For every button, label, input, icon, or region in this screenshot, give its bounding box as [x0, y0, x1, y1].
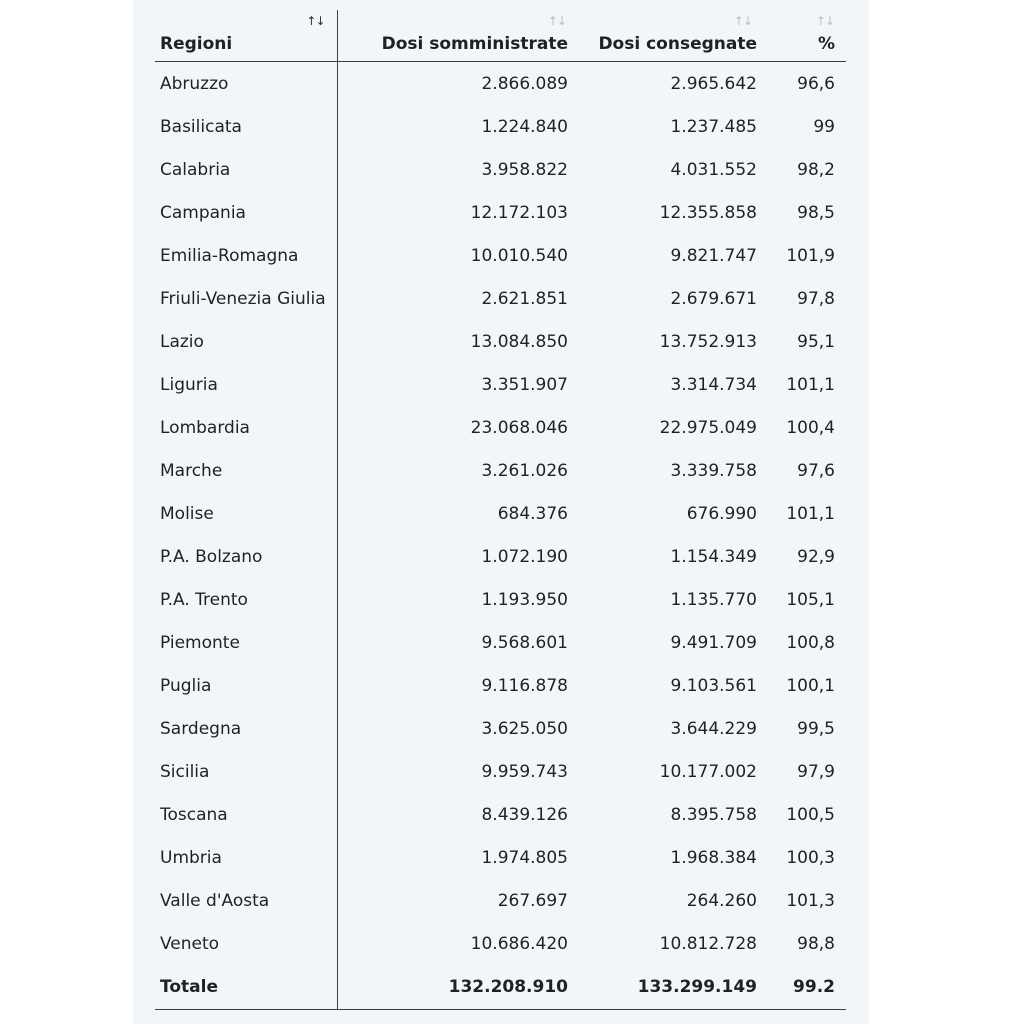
cell-region: Basilicata [155, 105, 337, 148]
cell-region: Friuli-Venezia Giulia [155, 277, 337, 320]
table-row [155, 492, 846, 535]
cell-dosi-consegnate: 676.990 [686, 503, 757, 524]
cell-dosi-somministrate: 12.172.103 [470, 202, 568, 223]
cell-dosi-consegnate: 10.812.728 [659, 933, 757, 954]
cell-region: Molise [155, 492, 337, 535]
column-header-dosi-somministrate[interactable] [337, 10, 568, 62]
cell-percent: 101,9 [786, 245, 835, 266]
total-label: Totale [155, 965, 337, 1010]
cell-dosi-somministrate: 3.958.822 [481, 159, 568, 180]
cell-region: Marche [155, 449, 337, 492]
cell-region: Umbria [155, 836, 337, 879]
cell-region: Campania [155, 191, 337, 234]
table-row [155, 234, 846, 277]
cell-dosi-consegnate: 8.395.758 [670, 804, 757, 825]
table-row [155, 105, 846, 148]
column-header-label: % [817, 34, 835, 54]
cell-region: Liguria [155, 363, 337, 406]
sort-arrows-icon[interactable]: ↑↓ [547, 14, 566, 28]
cell-dosi-consegnate: 2.679.671 [670, 288, 757, 309]
cell-percent: 101,3 [786, 890, 835, 911]
cell-region: Lazio [155, 320, 337, 363]
cell-dosi-somministrate: 9.568.601 [481, 632, 568, 653]
cell-dosi-consegnate: 9.491.709 [670, 632, 757, 653]
cell-percent: 98,2 [797, 159, 835, 180]
column-header-label: Dosi consegnate [598, 34, 757, 54]
cell-dosi-consegnate: 9.103.561 [670, 675, 757, 696]
cell-dosi-consegnate: 22.975.049 [659, 417, 757, 438]
table-row [155, 277, 846, 320]
cell-dosi-consegnate: 1.237.485 [670, 116, 757, 137]
table-body [155, 62, 846, 966]
cell-region: Sardegna [155, 707, 337, 750]
cell-region: Sicilia [155, 750, 337, 793]
cell-dosi-somministrate: 3.351.907 [481, 374, 568, 395]
cell-region: P.A. Trento [155, 578, 337, 621]
cell-region: Puglia [155, 664, 337, 707]
table-panel [133, 0, 869, 1024]
cell-percent: 95,1 [797, 331, 835, 352]
cell-percent: 101,1 [786, 374, 835, 395]
cell-region: Calabria [155, 148, 337, 191]
table-row [155, 707, 846, 750]
cell-percent: 97,8 [797, 288, 835, 309]
cell-dosi-somministrate: 23.068.046 [470, 417, 568, 438]
sort-arrows-icon[interactable]: ↑↓ [815, 14, 834, 28]
column-header-label: Dosi somministrate [381, 34, 568, 54]
cell-dosi-somministrate: 1.224.840 [481, 116, 568, 137]
sort-arrows-icon[interactable]: ↑↓ [733, 14, 752, 28]
cell-percent: 97,9 [797, 761, 835, 782]
table-header [155, 10, 846, 62]
table-row [155, 879, 846, 922]
cell-percent: 98,8 [797, 933, 835, 954]
cell-percent: 100,4 [786, 417, 835, 438]
cell-dosi-consegnate: 3.314.734 [670, 374, 757, 395]
table-row [155, 406, 846, 449]
header-row [155, 10, 846, 62]
cell-region: Piemonte [155, 621, 337, 664]
cell-percent: 101,1 [786, 503, 835, 524]
column-header-label: Regioni [160, 34, 233, 54]
cell-dosi-somministrate: 3.261.026 [481, 460, 568, 481]
cell-dosi-consegnate: 3.339.758 [670, 460, 757, 481]
table-row [155, 922, 846, 965]
cell-dosi-somministrate: 10.010.540 [470, 245, 568, 266]
table-footer [155, 965, 846, 1010]
table-row [155, 535, 846, 578]
cell-percent: 98,5 [797, 202, 835, 223]
cell-dosi-somministrate: 9.959.743 [481, 761, 568, 782]
sort-arrows-icon[interactable]: ↑↓ [306, 14, 325, 28]
cell-dosi-somministrate: 3.625.050 [481, 718, 568, 739]
table-row [155, 750, 846, 793]
table-row [155, 836, 846, 879]
cell-percent: 99,5 [797, 718, 835, 739]
table-row [155, 793, 846, 836]
table-row [155, 578, 846, 621]
cell-dosi-consegnate: 9.821.747 [670, 245, 757, 266]
cell-percent: 100,3 [786, 847, 835, 868]
total-row [155, 965, 846, 1010]
cell-dosi-somministrate: 2.621.851 [481, 288, 568, 309]
cell-region: Toscana [155, 793, 337, 836]
total-dosi-consegnate: 133.299.149 [568, 965, 768, 1010]
cell-dosi-consegnate: 1.968.384 [670, 847, 757, 868]
table-row [155, 363, 846, 406]
cell-dosi-consegnate: 10.177.002 [659, 761, 757, 782]
table-row [155, 621, 846, 664]
cell-dosi-somministrate: 1.072.190 [481, 546, 568, 567]
cell-percent: 100,5 [786, 804, 835, 825]
table-row [155, 191, 846, 234]
column-header-dosi-consegnate[interactable] [568, 10, 768, 62]
table-row [155, 664, 846, 707]
cell-dosi-somministrate: 13.084.850 [470, 331, 568, 352]
cell-region: Abruzzo [155, 62, 337, 106]
cell-dosi-somministrate: 267.697 [497, 890, 568, 911]
cell-percent: 97,6 [797, 460, 835, 481]
cell-dosi-somministrate: 2.866.089 [481, 73, 568, 94]
cell-region: Valle d'Aosta [155, 879, 337, 922]
cell-dosi-somministrate: 1.974.805 [481, 847, 568, 868]
column-header-regioni[interactable] [155, 10, 337, 62]
cell-percent: 100,8 [786, 632, 835, 653]
total-percent: 99.2 [768, 965, 846, 1010]
cell-percent: 100,1 [786, 675, 835, 696]
table-row [155, 449, 846, 492]
cell-dosi-consegnate: 1.135.770 [670, 589, 757, 610]
cell-percent: 99 [813, 116, 835, 137]
cell-dosi-somministrate: 8.439.126 [481, 804, 568, 825]
cell-dosi-consegnate: 3.644.229 [670, 718, 757, 739]
cell-region: P.A. Bolzano [155, 535, 337, 578]
vaccine-doses-table [155, 10, 846, 1010]
cell-dosi-consegnate: 1.154.349 [670, 546, 757, 567]
cell-region: Lombardia [155, 406, 337, 449]
column-header-percent[interactable] [768, 10, 846, 62]
cell-region: Emilia-Romagna [155, 234, 337, 277]
cell-dosi-somministrate: 9.116.878 [481, 675, 568, 696]
cell-dosi-consegnate: 264.260 [686, 890, 757, 911]
cell-dosi-somministrate: 10.686.420 [470, 933, 568, 954]
table-row [155, 320, 846, 363]
table-row [155, 148, 846, 191]
cell-dosi-somministrate: 1.193.950 [481, 589, 568, 610]
cell-dosi-somministrate: 684.376 [497, 503, 568, 524]
cell-dosi-consegnate: 13.752.913 [659, 331, 757, 352]
cell-percent: 96,6 [797, 73, 835, 94]
cell-dosi-consegnate: 12.355.858 [659, 202, 757, 223]
cell-dosi-consegnate: 4.031.552 [670, 159, 757, 180]
cell-percent: 92,9 [797, 546, 835, 567]
table-row [155, 62, 846, 106]
total-dosi-somministrate: 132.208.910 [337, 965, 568, 1010]
cell-dosi-consegnate: 2.965.642 [670, 73, 757, 94]
cell-percent: 105,1 [786, 589, 835, 610]
cell-region: Veneto [155, 922, 337, 965]
